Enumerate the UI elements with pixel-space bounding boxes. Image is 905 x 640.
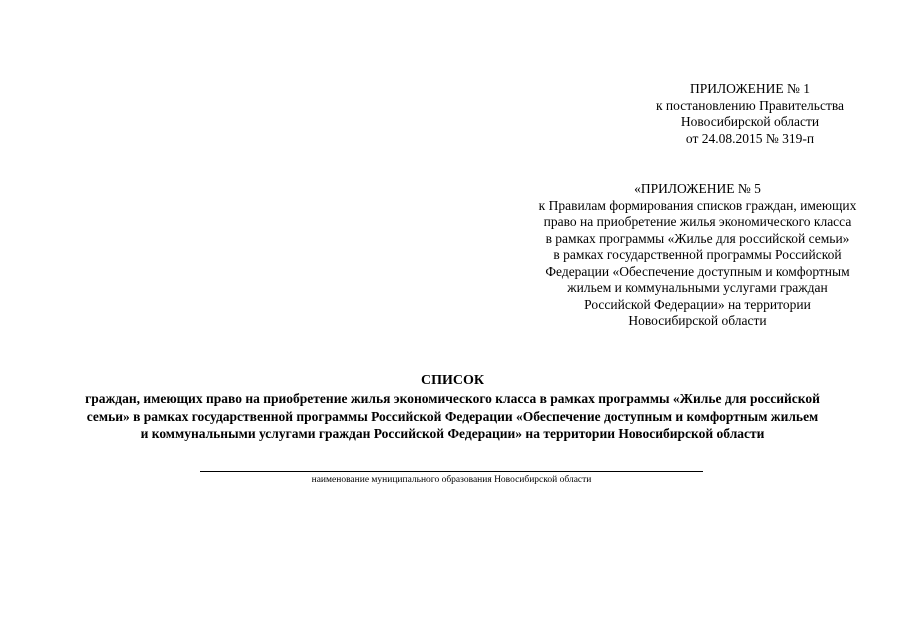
appendix-5-line: Новосибирской области [628,313,767,328]
list-subtitle-line: семьи» в рамках государственной программы Российской Федерации «Обеспечение доступным и комфортным жильем [86,408,819,424]
appendix-1-line: от 24.08.2015 № 319-п [685,130,815,146]
appendix-1-line: Новосибирской области [680,114,820,129]
appendix-1-line: ПРИЛОЖЕНИЕ № 1 [689,81,811,96]
appendix-5-line: «ПРИЛОЖЕНИЕ № 5 [634,181,761,196]
list-subtitle-line: и коммунальными услугами граждан Российской Федерации» на территории Новосибирской области [140,426,765,441]
list-subtitle [0,390,905,443]
appendix-5-line: Федерации «Обеспечение доступным и комфортным [545,263,850,279]
list-title: СПИСОК [420,373,485,388]
appendix-5-line: к Правилам формирования списков граждан, имеющих [538,197,857,213]
appendix-5-header [530,181,865,330]
appendix-5-line: Российской Федерации» на территории [584,296,811,312]
appendix-1-line: к постановлению Правительства [655,97,845,113]
municipality-fill-line [200,471,703,472]
municipality-caption: наименование муниципального образования Новосибирской области [311,475,592,485]
appendix-1-header [600,81,900,147]
appendix-5-line: в рамках программы «Жилье для российской семьи» [545,230,850,246]
list-subtitle-line: граждан, имеющих право на приобретение жилья экономического класса в рамках программы «Жилье для российской [85,391,820,406]
appendix-5-line: право на приобретение жилья экономического класса [543,214,852,229]
appendix-5-line: жильем и коммунальными услугами граждан [567,280,828,295]
appendix-5-line: в рамках государственной программы Российской [553,247,842,262]
